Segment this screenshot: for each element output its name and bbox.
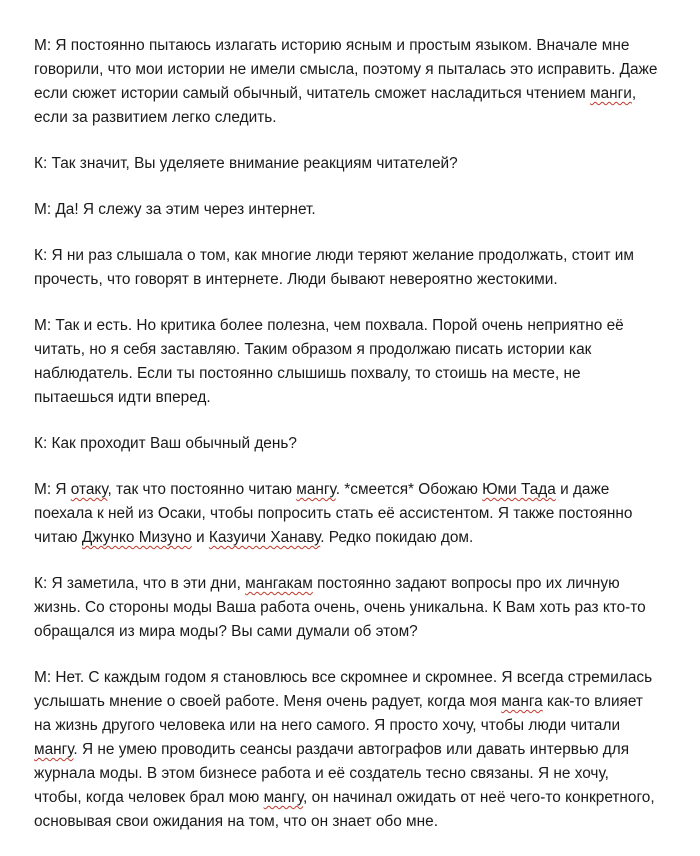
document-page: [34, 34, 674, 856]
text-line: [34, 810, 674, 834]
text-run: М: Так и есть. Но критика более полезна, чем похвала. Порой очень неприятно её: [34, 317, 624, 334]
spellcheck-word: мангу: [263, 789, 304, 806]
text-line: [34, 82, 674, 106]
spellcheck-word: мангу: [34, 741, 74, 758]
spellcheck-word: манга: [501, 693, 543, 710]
interview-paragraph: [34, 666, 674, 834]
text-run: и: [191, 529, 209, 546]
text-run: если сюжет истории самый обычный, читатель сможет насладиться чтением: [34, 85, 590, 102]
text-run: . *смеется* Обожаю: [335, 481, 483, 498]
interview-paragraph: [34, 314, 674, 410]
text-run: , так что постоянно читаю: [107, 481, 297, 498]
text-run: пытаешься идти вперед.: [34, 389, 211, 406]
text-run: М: Я: [34, 481, 71, 498]
interview-paragraph: [34, 34, 674, 130]
spellcheck-word: мангу: [296, 481, 336, 498]
text-run: К: Я заметила, что в эти дни,: [34, 575, 246, 592]
text-line: [34, 432, 674, 456]
text-run: , он начинал ожидать от неё чего-то конкретного,: [303, 789, 655, 806]
text-run: М: Я постоянно пытаюсь излагать историю ясным и простым языком. Вначале мне: [34, 37, 630, 54]
text-line: [34, 666, 674, 690]
text-line: [34, 268, 674, 292]
text-line: [34, 478, 674, 502]
text-run: жизнь. Со стороны моды Ваша работа очень, очень уникальна. К Вам хоть раз кто-то: [34, 599, 646, 616]
text-run: поехала к ней из Осаки, чтобы попросить стать её ассистентом. Я также постоянно: [34, 505, 633, 522]
text-run: К: Так значит, Вы уделяете внимание реакциям читателей?: [34, 155, 458, 172]
text-run: чтобы, когда человек брал мою: [34, 789, 264, 806]
text-run: обращался из мира моды? Вы сами думали об этом?: [34, 623, 418, 640]
text-run: . Редко покидаю дом.: [320, 529, 474, 546]
text-run: если за развитием легко следить.: [34, 109, 277, 126]
interview-paragraph: [34, 152, 674, 176]
text-run: основывая свои ожидания на том, что он знает обо мне.: [34, 813, 438, 830]
text-run: читать, но я себя заставляю. Таким образом я продолжаю писать истории как: [34, 341, 592, 358]
text-run: говорили, что мои истории не имели смысла, поэтому я пыталась это исправить. Даже: [34, 61, 658, 78]
text-line: [34, 502, 674, 526]
text-run: М: Да! Я слежу за этим через интернет.: [34, 201, 316, 218]
text-run: прочесть, что говорят в интернете. Люди бывают невероятно жестокими.: [34, 271, 558, 288]
interview-paragraph: [34, 432, 674, 456]
text-line: [34, 786, 674, 810]
text-line: [34, 34, 674, 58]
text-line: [34, 690, 674, 714]
text-line: [34, 152, 674, 176]
text-run: К: Я ни раз слышала о том, как многие люди теряют желание продолжать, стоит им: [34, 247, 634, 264]
interview-paragraph: [34, 478, 674, 550]
text-line: [34, 106, 674, 130]
text-run: и даже: [555, 481, 610, 498]
interview-paragraph: [34, 198, 674, 222]
spellcheck-word: Джунко Мизуно: [81, 529, 192, 546]
interview-paragraph: [34, 244, 674, 292]
spellcheck-word: мангакам: [245, 575, 313, 592]
text-run: читаю: [34, 529, 82, 546]
text-line: [34, 762, 674, 786]
spellcheck-word: манги: [590, 85, 632, 102]
text-run: ,: [631, 85, 637, 102]
text-line: [34, 314, 674, 338]
spellcheck-word: отаку: [70, 481, 108, 498]
text-run: К: Как проходит Ваш обычный день?: [34, 435, 297, 452]
text-line: [34, 620, 674, 644]
text-run: . Я не умею проводить сеансы раздачи автографов или давать интервью для: [73, 741, 630, 758]
text-run: на жизнь другого человека или на него самого. Я просто хочу, чтобы люди читали: [34, 717, 621, 734]
text-run: постоянно задают вопросы про их личную: [312, 575, 620, 592]
text-line: [34, 244, 674, 268]
text-run: как-то влияет: [542, 693, 643, 710]
text-line: [34, 386, 674, 410]
text-line: [34, 596, 674, 620]
spellcheck-word: Юми Тада: [482, 481, 556, 498]
text-line: [34, 526, 674, 550]
spellcheck-word: Казуичи Ханаву: [208, 529, 321, 546]
text-line: [34, 714, 674, 738]
text-line: [34, 58, 674, 82]
interview-paragraph: [34, 572, 674, 644]
text-line: [34, 572, 674, 596]
text-run: М: Нет. С каждым годом я становлюсь все скромнее и скромнее. Я всегда стремилась: [34, 669, 653, 686]
text-line: [34, 198, 674, 222]
text-run: услышать мнение о своей работе. Меня очень радует, когда моя: [34, 693, 502, 710]
text-run: наблюдатель. Если ты постоянно слышишь похвалу, то стоишь на месте, не: [34, 365, 581, 382]
text-line: [34, 738, 674, 762]
text-line: [34, 362, 674, 386]
text-run: журнала моды. В этом бизнесе работа и её создатель тесно связаны. Я не хочу,: [34, 765, 609, 782]
text-line: [34, 338, 674, 362]
